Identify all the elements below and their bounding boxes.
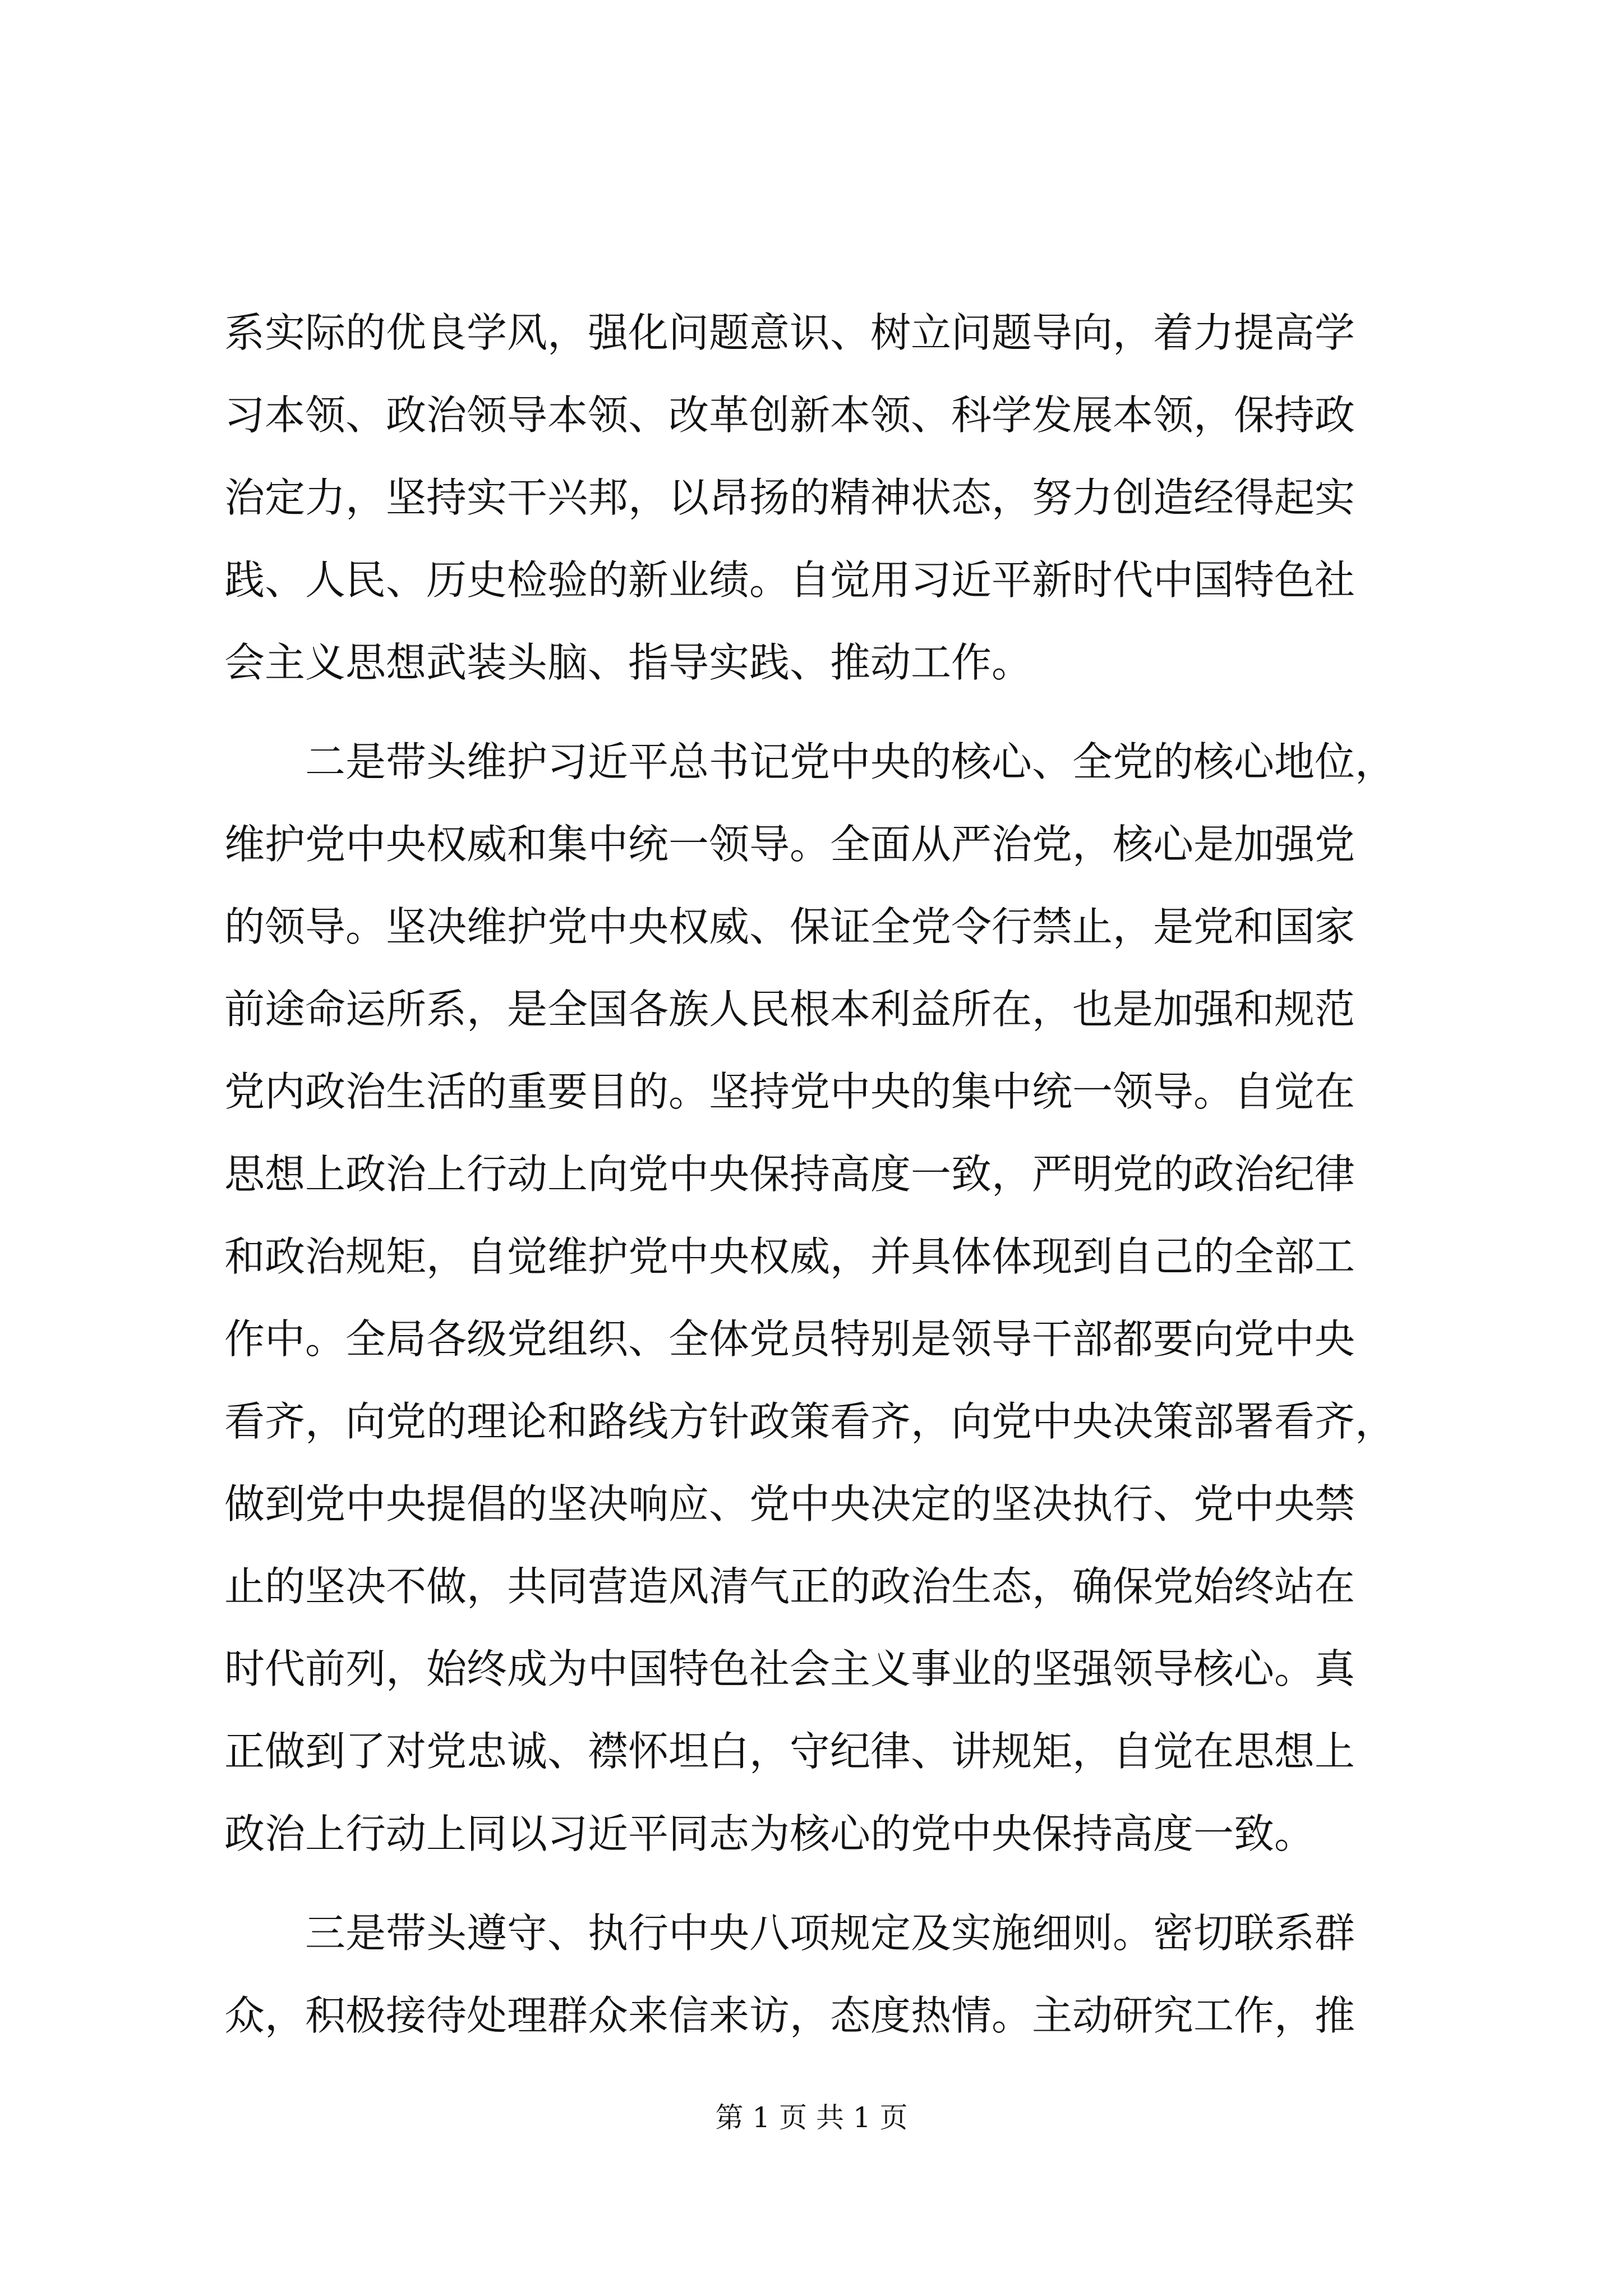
paragraph-line: 作中。全局各级党组织、全体党员特别是领导干部都要向党中央 xyxy=(224,1315,1355,1363)
paragraph-line: 前途命运所系，是全国各族人民根本利益所在，也是加强和规范 xyxy=(224,986,1355,1033)
paragraph-line: 政治上行动上同以习近平同志为核心的党中央保持高度一致。 xyxy=(224,1810,1315,1857)
paragraph-line: 会主义思想武装头脑、指导实践、推动工作。 xyxy=(224,639,1032,686)
paragraph-line: 习本领、政治领导本领、改革创新本领、科学发展本领，保持政 xyxy=(224,392,1355,439)
paragraph-spacer xyxy=(224,1875,1436,1892)
paragraph-line: 二是带头维护习近平总书记党中央的核心、全党的核心地位， xyxy=(305,738,1396,785)
paragraph-line: 众，积极接待处理群众来信来访，态度热情。主动研究工作，推 xyxy=(224,1992,1355,2039)
paragraph-line: 时代前列，始终成为中国特色社会主义事业的坚强领导核心。真 xyxy=(224,1645,1355,1692)
paragraph-2 xyxy=(224,721,1436,1875)
paragraph-spacer xyxy=(224,704,1436,721)
paragraph-line: 思想上政治上行动上向党中央保持高度一致，严明党的政治纪律 xyxy=(224,1151,1355,1198)
paragraph-line: 止的坚决不做，共同营造风清气正的政治生态，确保党始终站在 xyxy=(224,1563,1355,1610)
paragraph-1 xyxy=(224,292,1436,704)
document-body xyxy=(224,292,1436,2057)
paragraph-line: 践、人民、历史检验的新业绩。自觉用习近平新时代中国特色社 xyxy=(224,556,1355,604)
paragraph-line: 维护党中央权威和集中统一领导。全面从严治党，核心是加强党 xyxy=(224,821,1355,868)
paragraph-line: 三是带头遵守、执行中央八项规定及实施细则。密切联系群 xyxy=(305,1910,1355,1957)
paragraph-line: 和政治规矩，自觉维护党中央权威，并具体体现到自己的全部工 xyxy=(224,1233,1355,1280)
paragraph-line: 做到党中央提倡的坚决响应、党中央决定的坚决执行、党中央禁 xyxy=(224,1480,1355,1527)
page-number-label: 第 1 页 共 1 页 xyxy=(715,2101,908,2134)
paragraph-line: 系实际的优良学风，强化问题意识、树立问题导向，着力提高学 xyxy=(224,309,1355,356)
paragraph-line: 的领导。坚决维护党中央权威、保证全党令行禁止，是党和国家 xyxy=(224,903,1355,950)
paragraph-line: 看齐，向党的理论和路线方针政策看齐，向党中央决策部署看齐， xyxy=(224,1398,1396,1445)
paragraph-line: 党内政治生活的重要目的。坚持党中央的集中统一领导。自觉在 xyxy=(224,1068,1355,1115)
paragraph-line: 治定力，坚持实干兴邦，以昂扬的精神状态，努力创造经得起实 xyxy=(224,474,1355,521)
paragraph-3 xyxy=(224,1892,1436,2057)
paragraph-line: 正做到了对党忠诚、襟怀坦白，守纪律、讲规矩，自觉在思想上 xyxy=(224,1728,1355,1775)
page-footer xyxy=(0,2098,1623,2137)
